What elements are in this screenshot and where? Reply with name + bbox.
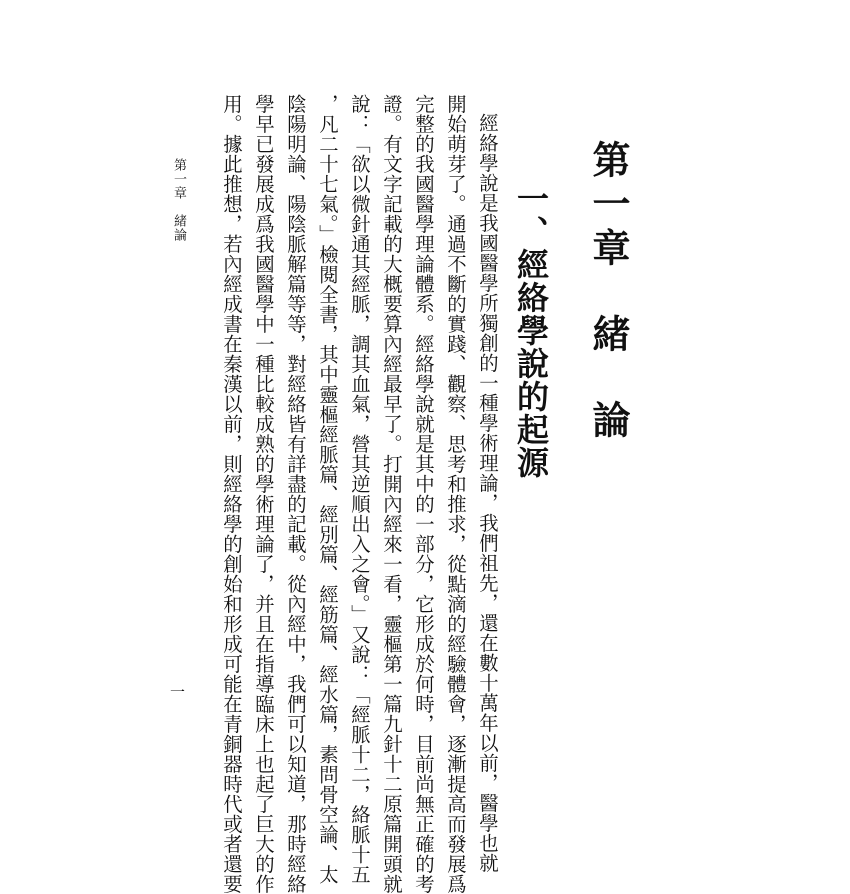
body-line-7: 陰陽明論、陽陰脈解篇等等，對經絡皆有詳盡的記載。從內經中，我們可以知道，那時經絡	[284, 94, 307, 894]
running-head: 第一章 緒論	[171, 158, 186, 242]
chapter-number: 第一章	[586, 140, 630, 272]
section-title: 一、經絡學說的起源	[512, 182, 550, 479]
chapter-title-char-2: 論	[586, 400, 630, 444]
body-line-4: 證。有文字記載的大概要算內經最早了。打開內經來一看，靈樞第一篇九針十二原篇開頭就	[380, 94, 403, 894]
body-line-3: 完整的我國醫學理論體系。經絡學說就是其中的一部分，它形成於何時，目前尚無正確的考	[412, 94, 435, 894]
body-line-1: 經絡學說是我國醫學所獨創的一種學術理論，我們祖先，還在數十萬年以前，醫學也就	[476, 113, 499, 873]
chapter-title	[586, 140, 636, 444]
page-number: 一	[168, 684, 186, 699]
chapter-title-char-1: 緒	[586, 314, 630, 358]
body-line-2: 開始萌芽了。通過不斷的實踐、觀察、思考和推求，從點滴的經驗體會，逐漸提高而發展爲	[444, 94, 467, 894]
body-line-6: ，凡二十七氣。」檢閱全書，其中靈樞經脈篇、經別篇、經筋篇、經水篇，素問骨空論、太	[316, 94, 339, 885]
body-line-9: 用。據此推想，若內經成書在秦漢以前，則經絡學的創始和形成可能在青銅器時代或者還要	[220, 94, 243, 894]
body-line-8: 學早已發展成爲我國醫學中一種比較成熟的學術理論了，并且在指導臨床上也起了巨大的作	[252, 94, 275, 894]
body-line-5: 說：「欲以微針通其經脈，調其血氣，營其逆順出入之會。」又說：「經脈十二，絡脈十五	[348, 94, 371, 885]
